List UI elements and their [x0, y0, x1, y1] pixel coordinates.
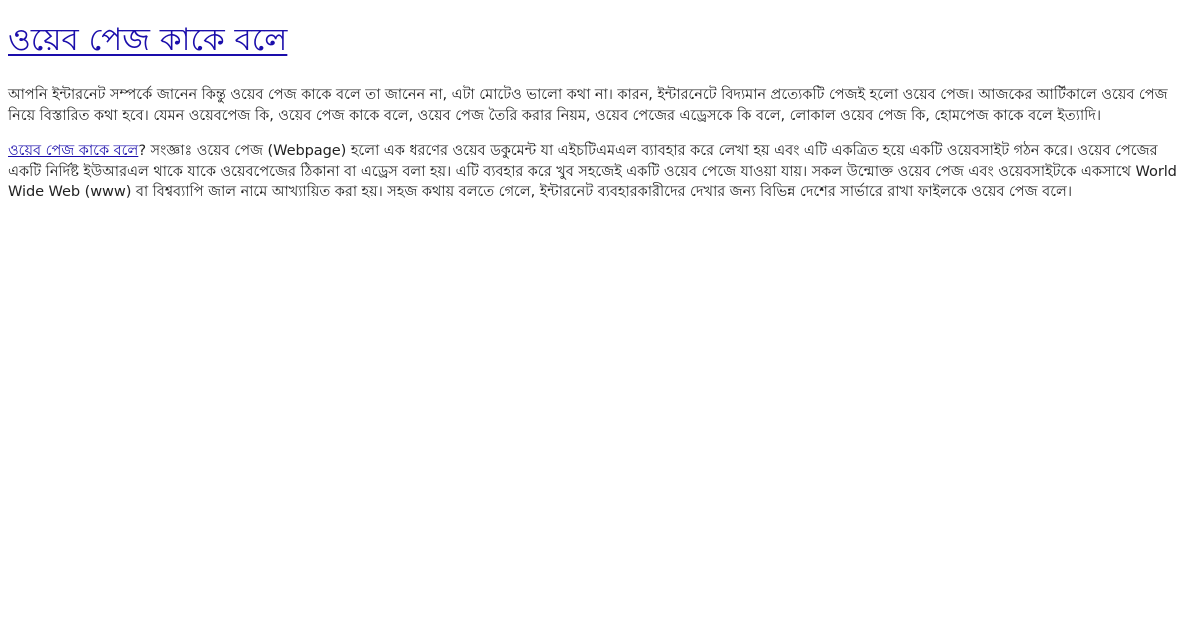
article [0, 0, 1200, 203]
definition-text: ? সংজ্ঞাঃ ওয়েব পেজ (Webpage) হলো এক ধরণের ওয়েব ডকুমেন্ট যা এইচটিএমএল ব্যাবহার করে লেখা হয় এবং এটি একত্রিত হয়ে একটি ওয়েবসাইট গঠন করে। ওয়েব পেজের একটি নির্দিষ্ট ইউআরএল থাকে যাকে ওয়েবপেজের ঠিকানা বা এড্রেস বলা হয়। এটি ব্যবহার করে খুব সহজেই একটি ওয়েব পেজে যাওয়া যায়। সকল উন্মোক্ত ওয়েব পেজ এবং ওয়েবসাইটকে একসাথে World Wide Web (www) বা বিশ্বব্যাপি জাল নামে আখ্যায়িত করা হয়। সহজ কথায় বলতে গেলে, ইন্টারনেট ব্যবহারকারীদের দেখার জন্য বিভিন্ন দেশের সার্ভারে রাখা ফাইলকে ওয়েব পেজ বলে। [8, 142, 1177, 201]
intro-paragraph: আপনি ইন্টারনেট সম্পর্কে জানেন কিন্তু ওয়েব পেজ কাকে বলে তা জানেন না, এটা মোটেও ভালো কথা না। কারন, ইন্টারনেটে বিদ্যমান প্রত্যেকটি পেজই হলো ওয়েব পেজ। আজকের আর্টিকালে ওয়েব পেজ নিয়ে বিস্তারিত কথা হবে। যেমন ওয়েবপেজ কি, ওয়েব পেজ কাকে বলে, ওয়েব পেজ তৈরি করার নিয়ম, ওয়েব পেজের এড্রেসকে কি বলে, লোকাল ওয়েব পেজ কি, হোমপেজ কাকে বলে ইত্যাদি। [8, 86, 1168, 124]
definition-paragraph [8, 141, 1192, 203]
article-title-link[interactable]: ওয়েব পেজ কাকে বলে [8, 22, 288, 58]
definition-link[interactable]: ওয়েব পেজ কাকে বলে [8, 142, 139, 160]
